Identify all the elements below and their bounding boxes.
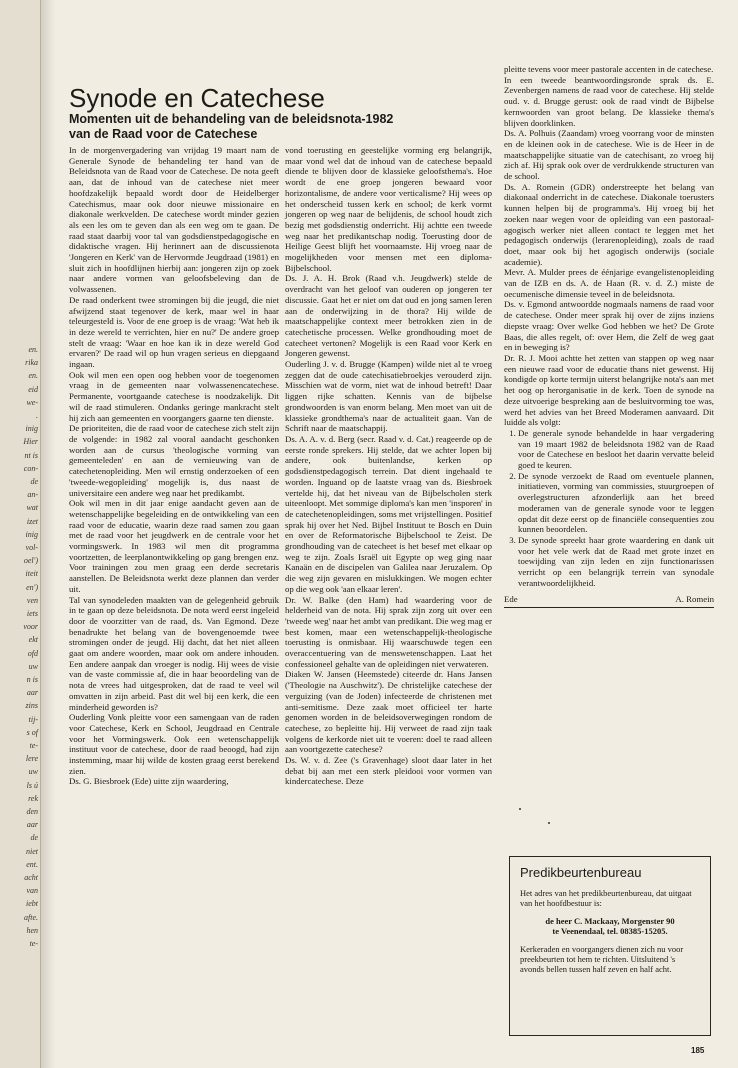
edge-fragment: de — [30, 833, 38, 843]
paragraph: Ds. G. Biesbroek (Ede) uitte zijn waardering, — [69, 776, 229, 787]
box-title: Predikbeurtenbureau — [520, 865, 642, 880]
edge-fragment: en. — [28, 345, 38, 354]
edge-fragment: te- — [29, 939, 38, 948]
article-title: Synode en Catechese — [69, 83, 325, 113]
paragraph: De prioriteiten, die de raad voor de catechese zich stelt zijn de volgende: in 1982 zal vooral aandacht geschonken worden aan de cursus 'theologische vorming van gemeenteleden' en aan de vernieuwing van de catechetenopleiding. Men wil ernstig onderzoeken of een 'tweede-wegopleiding' mogelijk is, dus naast de universitaire een andere weg naar het predikambt. — [69, 423, 279, 498]
paragraph: Ds. A. Polhuis (Zaandam) vroeg voorrang voor de minsten en de kleinen ook in de catechese. Wie is de Heer in de maatschappelijke situatie van de catechisant, zo vroeg hij zich af. Hij sprak ook over de verdrukkende structuren van de school. — [504, 128, 714, 182]
paragraph: Ds. W. v. d. Zee ('s Gravenhage) sloot daar later in het debat bij aan met een sterk pleidooi voor vormen van kindercatechese. Deze — [285, 755, 492, 787]
edge-fragment: niet — [26, 846, 38, 856]
paragraph: Diaken W. Jansen (Heemstede) citeerde dr. Hans Jansen ('Theologie na Auschwitz'). De christelijke catechese der verguizing (van de Joden) infecteerde de christenen met anti-semitisme. Deze zaak moet officieel ter harte genomen worden in de beleidsoverwegingen rondom de catechese, zo bepleitte hij. Hij verweet de raad zijn taak volgens de kerkorde niet uit te voeren: doel te raad alleen aan voortgezette catechese? — [285, 669, 492, 755]
box-intro: Het adres van het predikbeurtenbureau, dat uitgaat van het hoofdbestuur is: — [520, 888, 692, 908]
edge-fragment: de — [30, 477, 38, 486]
paragraph: Dr. R. J. Mooi achtte het zetten van stappen op weg naar een nieuwe raad voor de educatie thans niet gewenst. Hij kondigde op korte termijn uiterst belangrijke nota's aan met het oog op herorganisatie in de kerk. Toen de synode na deze uitvoerige bespreking aan de besluitvorming toe was, werd het advies van het Breed Moderamen aanvaard. Dit luidde als volgt: — [504, 352, 714, 428]
edge-fragment: rika — [25, 358, 38, 368]
edge-fragment: en') — [26, 582, 38, 592]
edge-fragment: iebt — [26, 899, 38, 909]
edge-fragment: iteit — [25, 569, 38, 579]
paragraph: Tal van synodeleden maakten van de gelegenheid gebruik in te gaan op deze beleidsnota. De nota werd eerst ingeleid door de voorzitter van de raad, ds. Van Egmond. Deze benadrukte het belang van de bovengenoemde twee stromingen onder de jeugd. Hij dacht, dat het niet alleen gaat om andere woorden, maar ook om andere inhouden. Een andere aanpak dan vroeger is nodig. Hij wees de visie van de vaste commissie af, die in haar beoordeling van de nota de vrees had uitgesproken, dat de raad te veel wil omvatten in zijn arbeid. Past dit wel bij een kerk, die een minderheid geworden is? — [69, 594, 279, 712]
paragraph: pleitte tevens voor meer pastorale accenten in de catechese. — [504, 64, 714, 74]
decision-item: 3. De synode spreekt haar grote waardering en dank uit voor het vele werk dat de Raad met grote inzet en toewijding van zijn leden en zijn functionarissen verricht op een belangrijk terrein van synodale verantwoordelijkheid. — [518, 535, 714, 589]
paragraph: Dr. W. Balke (den Ham) had waardering voor de helderheid van de nota. Hij sprak zijn zorg uit over een 'tweede weg' naar het ambt van predikant. Die weg mag er best komen, maar een wetenschappelijk-theologische toerusting is onmisbaar. Hij waarschuwde tegen een overaccentuering van de menswetenschappen. Laat het confessioneel gehalte van de opleidingen niet verwateren. — [285, 594, 492, 669]
article-column-3 — [504, 64, 714, 608]
edge-fragment: voor — [23, 622, 38, 632]
signature-place: Ede — [504, 594, 518, 605]
box-address — [520, 916, 700, 936]
article-column-2 — [285, 145, 492, 787]
address-line-1: de heer C. Mackaay, Morgenster 90 — [545, 916, 675, 926]
edge-fragment: hen — [26, 925, 38, 935]
edge-fragment: Hier — [23, 437, 38, 447]
edge-fragment: aar — [26, 688, 38, 698]
edge-fragment: oel') — [23, 556, 38, 566]
signature-author: A. Romein — [675, 594, 714, 605]
decision-item: 2. De synode verzoekt de Raad om eventuele plannen, initiatieven, vorming van commissies, stuurgroepen of overlegstructuren afzonderlijk aan het breed moderamen van de generale synode voor te leggen opdat dit deze eerst op de financiële consequenties zou kunnen beoordelen. — [518, 471, 714, 535]
edge-fragment: uw — [28, 661, 38, 671]
edge-fragment: rek — [28, 793, 38, 803]
edge-fragment: ekt — [28, 635, 38, 645]
edge-fragment: ls ú — [26, 780, 38, 790]
paragraph: Ds. v. Egmond antwoordde nogmaals namens de raad voor de catechese. Onder meer sprak hij over de zijns inziens diepste vraag: Over welke God hebben we het? De Grote Baas, die alles regelt, of: over Hem, die Zelf de weg gaat en in beweging is? — [504, 299, 714, 353]
edge-fragment: vol- — [25, 543, 38, 552]
paragraph: Ouderling Vonk pleitte voor een samengaan van de raden voor Catechese, Kerk en School, Jeugdraad en Centrale voor het Vormingswerk. Ook een wetenschappelijk instituut voor de catechese, door de raad beoogd, had zijn instemming, maar hij wilde de kosten graag eerst berekend zien. — [69, 712, 279, 776]
decision-list — [504, 428, 714, 589]
paragraph: Ds. A. Romein (GDR) onderstreepte het belang van diakonaal onderricht in de catechese. Diakonale toerusters kunnen helpen bij de programma's. Hij vroeg bij het zoeken naar wegen voor de opleiding van een pastoraal-agogisch werker niet alleen contact te leggen met het pedagogisch onderwijs (lerarenopleiding), zoals de raad doet, maar ook bij het agogisch onderwijs (sociale academie). — [504, 181, 714, 267]
edge-fragment: inig — [25, 529, 38, 539]
speck — [519, 808, 521, 810]
paragraph: In een tweede beantwoordingsronde sprak ds. E. Zevenbergen namens de raad voor de catechese. Hij stelde oud. v. d. Brugge gerust: ook de raad vindt de Bijbelse kernwoorden van groot belang. De klassieke thema's blijven doorklinken. — [504, 74, 714, 128]
edge-fragment: tij- — [28, 714, 38, 724]
edge-fragment: izet — [26, 516, 38, 526]
edge-fragment: wat — [26, 503, 38, 513]
article-column-1 — [69, 145, 279, 787]
left-page-edge — [0, 0, 41, 1068]
edge-fragment: iets — [26, 609, 38, 618]
edge-fragment: en. — [28, 371, 38, 381]
edge-fragment: ofd — [27, 648, 38, 658]
paragraph: De raad onderkent twee stromingen bij die jeugd, die niet afwijzend staat tegenover de kerk, maar wel in haar teleurgesteld is. Voor de ene groep is de vraag: 'Wat heb ik in deze wereld te verrichten, hier en nu?' De andere groep stelt de vraag: 'Waar en hoe kan ik in deze wereld God ervaren?' De raad wil op hun vragen serieus en diepgaand ingaan. — [69, 294, 279, 370]
predikbeurtenbureau-box — [509, 856, 711, 1036]
paragraph: Mevr. A. Mulder prees de éénjarige evangelistenopleiding van de IZB en ds. A. de Haan (R. v. d. Z.) miste de oecumenische dimensie teveel in de beleidsnota. — [504, 267, 714, 299]
paragraph: Ds. J. A. H. Brok (Raad v.h. Jeugdwerk) stelde de overdracht van het geloof van ouderen op jongeren ter discussie. Gaat het er niet om dat oud en jong samen leren aan de onderwijzing in de thora? Hij wilde de maatschappelijke context meer betrokken zien in de catechetische processen. Welke grondhouding moet de catecheet vertonen? Mogelijk is een Raad voor Kerk en Jongeren gewenst. — [285, 273, 492, 359]
paragraph: Ook wil men een open oog hebben voor de toegenomen vraag in de gemeenten naar volwassenencatechese. Permanente, voortgaande catechese is noodzakelijk. Dit wil de raad stimuleren. Ondanks geringe mankracht stelt hij zich aan gemeenten en voorgangers gaarne ten dienste. — [69, 369, 279, 423]
address-line-2: te Veenendaal, tel. 08385-15205. — [552, 926, 668, 936]
page-number: 185 — [691, 1046, 705, 1055]
edge-fragment: lere — [25, 754, 38, 764]
paragraph: vond toerusting en geestelijke vorming erg belangrijk, maar vond wel dat de inhoud van de catechese bepaald diende te blijven door de klassieke geloofsthema's. Hoe wordt de ene groep jongeren bewaard voor horizontalisme, de andere voor verticalisme? Hij wees op het onderscheid tussen kerk en school; de kerk vormt jongeren op weg naar de belijdenis, de school houdt zich bezig met godsdienstig onderricht. Hij achtte een tweede weg naar het predikantschap nodig. Toerusting door de Heilige Geest blijft het voornaamste. Hij vroeg naar de mogelijkheden voor mensen met een diploma-Bijbelschool. — [285, 145, 492, 273]
edge-fragment: afte. — [24, 912, 38, 922]
edge-fragment: uw — [28, 767, 38, 777]
edge-fragment: n is — [26, 675, 38, 684]
edge-fragment: acht — [24, 873, 38, 882]
page-fold-shadow — [41, 0, 55, 1068]
edge-fragment: we- — [26, 397, 38, 407]
article-subtitle: Momenten uit de behandeling van de beleidsnota-1982 van de Raad voor de Catechese — [69, 112, 394, 141]
edge-fragment: van — [26, 886, 38, 896]
edge-fragment: den — [26, 807, 38, 816]
edge-fragment: an- — [27, 490, 38, 500]
edge-fragment: eid — [28, 384, 38, 394]
edge-fragment: ent. — [26, 859, 38, 869]
edge-fragment: ven — [26, 595, 38, 605]
signature-line — [504, 594, 714, 608]
edge-fragment: nt is — [24, 450, 38, 460]
edge-fragment: inig — [25, 424, 38, 434]
paragraph: Ouderling J. v. d. Brugge (Kampen) wilde niet al te vroeg zeggen dat de oude catechisatiebroekjes verouderd zijn. Misschien wat de vorm, niet wat de inhoud betreft! Daar liggen rijke schatten. Kennis van de bijbelse grondwoorden is van enorm belang. Men moet van uit de klassieke grondthema's naar de actualiteit gaan. Van de Schrift naar de maatschappij. — [285, 359, 492, 434]
paragraph: Ds. A. A. v. d. Berg (secr. Raad v. d. Cat.) reageerde op de eerste ronde sprekers. Hij stelde, dat we achter lopen bij andere, ook buitenlandse, kerken op godsdienstpedagogisch terrein. Dat dient ingehaald te worden. Inguand op de laatste vraag van ds. Biesbroek vertelde hij, dat het niveau van de Bijbelscholen sterk uiteenloopt. Met sommige diploma's kan men 'insporen' in de catechetenopleidingen, soms met vrijstellingen. Positief sprak hij over het Ned. Bijbel Instituut te Bosch en Duin en over de Reformatorische Bijbelschool te Zeist. De grondhouding van de catecheet is het besef met elkaar op weg te zijn. Zoals Israël uit Egypte op weg ging naar Kanaän en de discipelen van Galilea naar Jeruzalem. Op die weg zijn gevaren en mislukkingen. We mogen echter op die weg ook 'aan elkaar leren'. — [285, 433, 492, 594]
speck — [548, 822, 550, 824]
edge-fragment: con- — [23, 463, 38, 473]
edge-fragment: te- — [29, 741, 38, 750]
edge-fragment: aar — [26, 820, 38, 830]
decision-item: 1. De generale synode behandelde in haar vergadering van 19 maart 1982 de beleidsnota 1982 van de Raad voor de Catechese en besloot het daarin vervatte beleid goed te keuren. — [518, 428, 714, 471]
edge-fragment: s of — [26, 727, 38, 737]
paragraph: Ook wil men in dit jaar enige aandacht geven aan de wetenschappelijke begeleiding en de ontwikkeling van een raad voor de educatie, waarin deze raad samen zou gaan met de raad voor het jeugdwerk en de centrale voor het vormingswerk. In 1983 wil men dit programma voortzetten, de leerplanontwikkeling op gang brengen enz. Voor trainingen zou men graag een derde secretaris aanstellen. De Beleidsnota werkt deze plannen dan verder uit. — [69, 498, 279, 594]
edge-fragment: zins — [25, 701, 38, 711]
box-note: Kerkeraden en voorgangers dienen zich nu voor preekbeurten tot hem te richten. Uitsluitend 's avonds bellen tussen half zeven en half acht. — [520, 944, 684, 974]
paragraph: In de morgenvergadering van vrijdag 19 maart nam de Generale Synode de behandeling ter hand van de Beleidsnota van de Raad voor de Catechese. De nota geeft aan, dat de inhoud van de catechese niet meer hoofdzakelijk bepaald wordt door de Heidelberger Catechismus, maar ook door nieuwe missionaire en diakonale werkvelden. De catechese wordt minder gezien als een les om te geven dan als een weg om te gaan. De raad staat daarbij voor tal van godsdienstpedagogische en didaktische vragen. Hij herinnert aan de discussienota 'Jongeren en Kerk' van de Hervormde Jeugdraad (1981) en sluit zich in hoofdlijnen hierbij aan: jongeren zijn op zoek naar andere vormen van geloofsbeleving dan de volwassenen. — [69, 145, 279, 295]
edge-fragment: . — [36, 411, 38, 420]
